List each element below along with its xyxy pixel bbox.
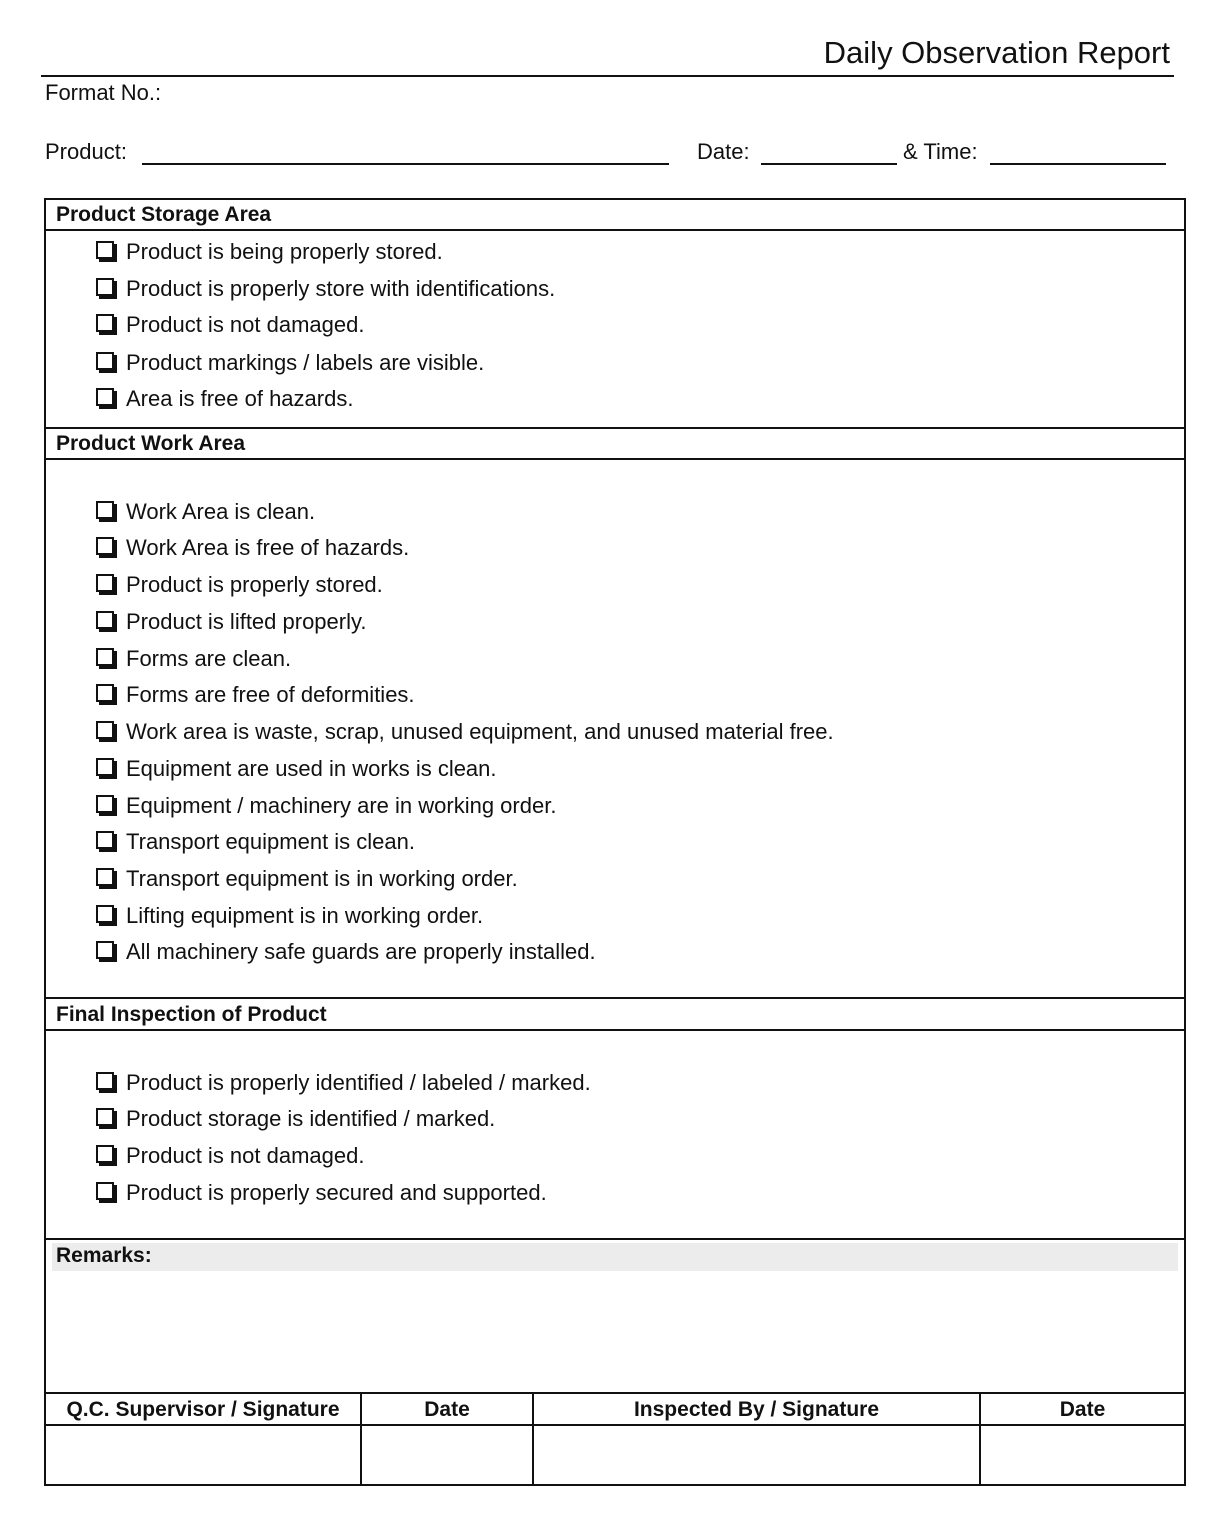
inspection-date-header: Date (1059, 1398, 1106, 1421)
divider (44, 997, 1186, 999)
checklist-item-label: Forms are free of deformities. (126, 682, 415, 707)
remarks-label: Remarks: (56, 1244, 152, 1267)
section-heading-storage: Product Storage Area (56, 203, 272, 226)
checkbox[interactable] (96, 1145, 114, 1163)
qc-supervisor-signature-header: Q.C. Supervisor / Signature (66, 1398, 340, 1421)
checkbox[interactable] (96, 1108, 114, 1126)
remarks-header-band (52, 1243, 1178, 1271)
checklist-item[interactable] (96, 236, 443, 268)
checklist-item-label: Lifting equipment is in working order. (126, 903, 484, 928)
format-no-label: Format No.: (45, 80, 162, 105)
checklist-item-label: Product storage is identified / marked. (126, 1106, 496, 1131)
checkbox[interactable] (96, 241, 114, 259)
checkbox[interactable] (96, 758, 114, 776)
time-field[interactable] (990, 163, 1166, 165)
page-title: Daily Observation Report (823, 35, 1170, 70)
date-label: Date: (697, 139, 750, 164)
checklist-item-label: Product is lifted properly. (126, 609, 367, 634)
checkbox[interactable] (96, 611, 114, 629)
checklist-item-label: Area is free of hazards. (126, 386, 354, 411)
qc-date-header: Date (424, 1398, 470, 1421)
checkbox[interactable] (96, 314, 114, 332)
checklist-item[interactable] (96, 753, 497, 785)
checklist-item[interactable] (96, 496, 315, 528)
remarks-field[interactable] (46, 1272, 1184, 1390)
inspected-by-signature-field[interactable] (534, 1426, 979, 1484)
checklist-item[interactable] (96, 679, 415, 711)
checklist-item[interactable] (96, 606, 366, 638)
checklist-item[interactable] (96, 1140, 364, 1172)
checkbox[interactable] (96, 1182, 114, 1200)
divider (44, 458, 1186, 460)
checklist-item-label: Product is not damaged. (126, 312, 365, 337)
checklist-item[interactable] (96, 569, 383, 601)
checklist-item-label: Transport equipment is clean. (126, 829, 415, 854)
checklist-item[interactable] (96, 1177, 547, 1209)
checkbox[interactable] (96, 352, 114, 370)
checkbox[interactable] (96, 388, 114, 406)
checkbox[interactable] (96, 537, 114, 555)
checklist-item[interactable] (96, 643, 291, 675)
checklist-item-label: Product is not damaged. (126, 1143, 365, 1168)
checkbox[interactable] (96, 721, 114, 739)
checklist-item[interactable] (96, 309, 364, 341)
date-field[interactable] (761, 163, 897, 165)
checkbox[interactable] (96, 905, 114, 923)
checklist-item-label: Product markings / labels are visible. (126, 350, 485, 375)
divider (44, 1029, 1186, 1031)
section-heading-work-area: Product Work Area (56, 432, 246, 455)
checklist-item[interactable] (96, 383, 353, 415)
checklist-item-label: Equipment are used in works is clean. (126, 756, 497, 781)
checkbox[interactable] (96, 868, 114, 886)
checklist-item-label: Transport equipment is in working order. (126, 866, 518, 891)
inspection-date-field[interactable] (981, 1426, 1184, 1484)
checklist-item[interactable] (96, 1103, 495, 1135)
inspected-by-signature-header: Inspected By / Signature (633, 1398, 880, 1421)
checkbox[interactable] (96, 684, 114, 702)
product-field[interactable] (142, 163, 669, 165)
checklist-item-label: Work Area is free of hazards. (126, 535, 410, 560)
time-label: & Time: (903, 139, 978, 164)
qc-date-field[interactable] (362, 1426, 532, 1484)
checklist-item[interactable] (96, 863, 518, 895)
divider (44, 229, 1186, 231)
checklist-item[interactable] (96, 936, 596, 968)
checklist-item-label: Equipment / machinery are in working order. (126, 793, 557, 818)
checklist-item-label: Work area is waste, scrap, unused equipment, and unused material free. (126, 719, 834, 744)
checklist-item[interactable] (96, 716, 834, 748)
checklist-item[interactable] (96, 826, 415, 858)
checkbox[interactable] (96, 574, 114, 592)
checkbox[interactable] (96, 831, 114, 849)
checklist-item[interactable] (96, 273, 555, 305)
checklist-item-label: Product is being properly stored. (126, 239, 443, 264)
checklist-item[interactable] (96, 532, 409, 564)
checklist-item[interactable] (96, 347, 484, 379)
checklist-item-label: All machinery safe guards are properly installed. (126, 939, 596, 964)
checklist-item[interactable] (96, 900, 483, 932)
qc-supervisor-signature-field[interactable] (46, 1426, 360, 1484)
section-heading-final-inspection: Final Inspection of Product (56, 1003, 327, 1026)
checkbox[interactable] (96, 1072, 114, 1090)
checklist-item-label: Product is properly store with identifications. (126, 276, 556, 301)
checklist-item-label: Product is properly stored. (126, 572, 383, 597)
checkbox[interactable] (96, 501, 114, 519)
checklist-item-label: Product is properly secured and supported. (126, 1180, 547, 1205)
checklist-item-label: Product is properly identified / labeled / marked. (126, 1070, 591, 1095)
title-divider (41, 75, 1174, 77)
product-label: Product: (45, 139, 127, 164)
checklist-item-label: Work Area is clean. (126, 499, 316, 524)
checkbox[interactable] (96, 278, 114, 296)
divider (44, 1392, 1186, 1394)
divider (44, 1238, 1186, 1240)
checklist-item-label: Forms are clean. (126, 646, 292, 671)
checkbox[interactable] (96, 648, 114, 666)
checklist-item[interactable] (96, 790, 556, 822)
checklist-item[interactable] (96, 1067, 591, 1099)
checkbox[interactable] (96, 941, 114, 959)
checkbox[interactable] (96, 795, 114, 813)
divider (44, 427, 1186, 429)
